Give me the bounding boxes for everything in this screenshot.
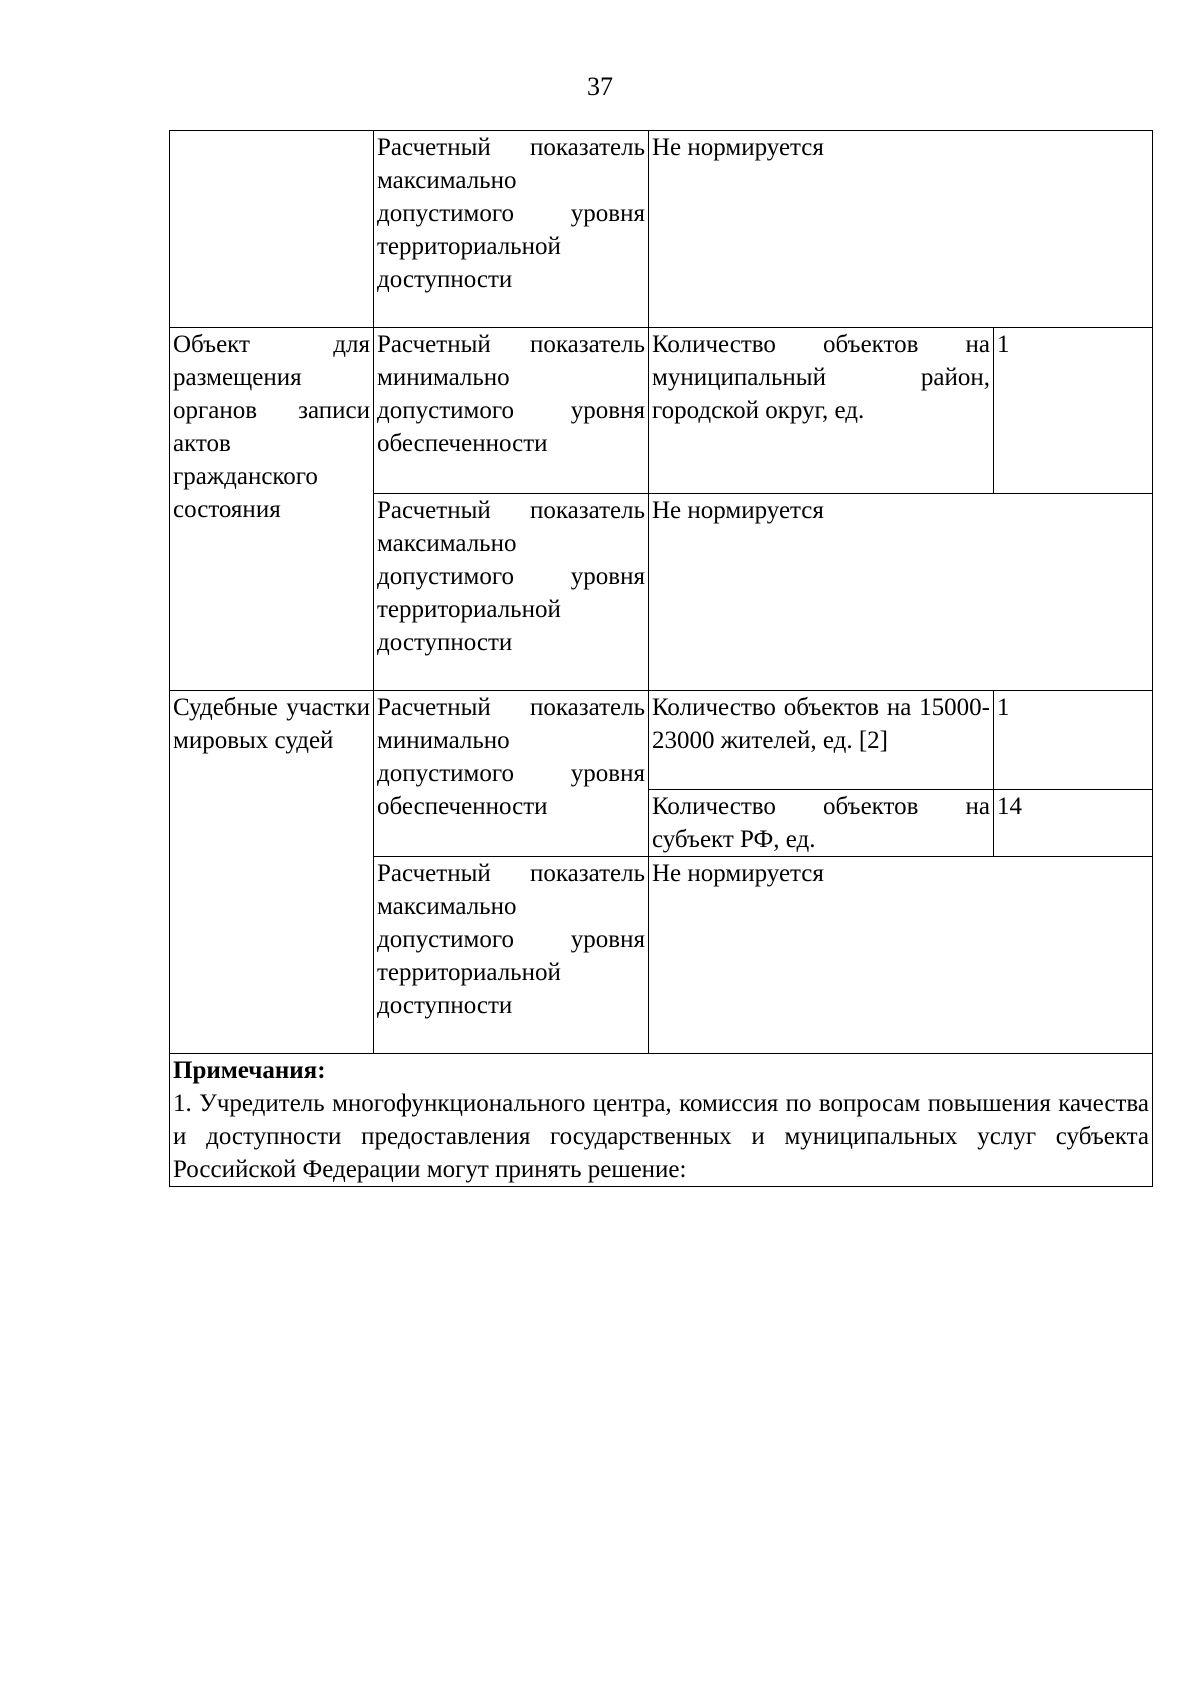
amount-cell: 14 xyxy=(994,790,1153,857)
indicator-max-cell: Расчетный показатель максимально допустимого уровня территориальной доступности xyxy=(374,494,649,691)
indicator-max-cell: Расчетный показатель максимально допустимого уровня территориальной доступности xyxy=(374,131,649,328)
value-cell: Не нормируется xyxy=(649,857,1153,1054)
amount-cell: 1 xyxy=(994,691,1153,790)
table-row xyxy=(170,328,1153,494)
page-number: 37 xyxy=(587,72,613,101)
object-cell: Судебные участки мировых судей xyxy=(170,691,374,1054)
amount-cell: 1 xyxy=(994,328,1153,494)
indicator-max-cell: Расчетный показатель максимально допустимого уровня территориальной доступности xyxy=(374,857,649,1054)
table-row xyxy=(170,691,1153,790)
notes-cell xyxy=(170,1054,1153,1187)
indicator-min-cell: Расчетный показатель минимально допустимого уровня обеспеченности xyxy=(374,328,649,494)
object-cell-empty xyxy=(170,131,374,328)
unit-cell: Количество объектов на субъект РФ, ед. xyxy=(649,790,994,857)
unit-cell: Количество объектов на муниципальный район, городской округ, ед. xyxy=(649,328,994,494)
table-row xyxy=(170,131,1153,328)
value-cell: Не нормируется xyxy=(649,494,1153,691)
notes-text: 1. Учредитель многофункционального центра, комиссия по вопросам повышения качества и доступности предоставления государственных и муниципальных услуг субъекта Российской Федерации могут принять решение: xyxy=(173,1090,1149,1183)
standards-table xyxy=(169,130,1153,1187)
object-cell: Объект для размещения органов записи актов гражданского состояния xyxy=(170,328,374,691)
indicator-min-cell: Расчетный показатель минимально допустимого уровня обеспеченности xyxy=(374,691,649,857)
unit-cell: Количество объектов на 15000-23000 жителей, ед. [2] xyxy=(649,691,994,790)
table-row xyxy=(170,1054,1153,1187)
notes-heading: Примечания: xyxy=(173,1057,326,1084)
value-cell: Не нормируется xyxy=(649,131,1153,328)
